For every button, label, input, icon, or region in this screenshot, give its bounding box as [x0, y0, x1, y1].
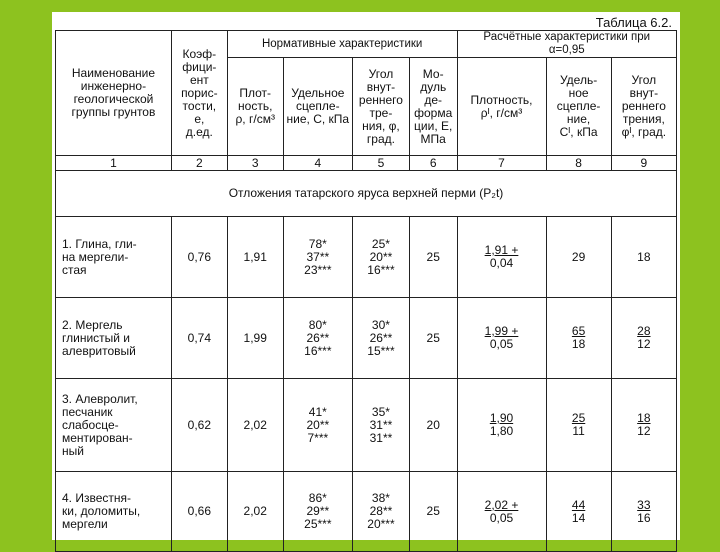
- cohesion-value: 78* 37** 23***: [283, 217, 352, 298]
- table-caption: Таблица 6.2.: [595, 15, 672, 30]
- modulus-value: 20: [409, 379, 457, 472]
- column-number: 7: [457, 156, 546, 171]
- calc-friction-angle-value: 18 12: [611, 379, 676, 472]
- soil-group-name: 2. Мергель глинистый и алевритовый: [56, 298, 172, 379]
- header-cohesion: Удельное сцепле- ние, С, кПа: [283, 58, 352, 156]
- calc-friction-angle-value: 28 12: [611, 298, 676, 379]
- header-calc-cohesion: Удель- ное сцепле- ние, Cᴵ, кПа: [546, 58, 611, 156]
- column-number: 6: [409, 156, 457, 171]
- header-calc-friction-angle: Угол внут- реннего трения, φᴵ, град.: [611, 58, 676, 156]
- header-porosity: Коэф- фици- ент порис- тости, е, д.ед.: [171, 31, 227, 156]
- table-row: [56, 298, 677, 379]
- porosity-value: 0,76: [171, 217, 227, 298]
- density-value: 1,91: [227, 217, 283, 298]
- porosity-value: 0,74: [171, 298, 227, 379]
- density-value: 2,02: [227, 472, 283, 552]
- column-number: 4: [283, 156, 352, 171]
- friction-angle-value: 25* 20** 16***: [352, 217, 409, 298]
- friction-angle-value: 35* 31** 31**: [352, 379, 409, 472]
- calc-cohesion-value: 29: [546, 217, 611, 298]
- header-name: Наименование инженерно- геологической группы грунтов: [56, 31, 172, 156]
- header-calculated: Расчётные характеристики при α=0,95: [457, 31, 677, 58]
- document-page: [52, 12, 680, 540]
- header-friction-angle: Угол внут- реннего тре- ния, φ, град.: [352, 58, 409, 156]
- calc-density-value: 1,91 + 0,04: [457, 217, 546, 298]
- calc-density-value: 1,90 1,80: [457, 379, 546, 472]
- calc-friction-angle-value: 33 16: [611, 472, 676, 552]
- column-number: 9: [611, 156, 676, 171]
- header-calc-density: Плотность, ρᴵ, г/см³: [457, 58, 546, 156]
- cohesion-value: 41* 20** 7***: [283, 379, 352, 472]
- calc-cohesion-value: 44 14: [546, 472, 611, 552]
- modulus-value: 25: [409, 472, 457, 552]
- modulus-value: 25: [409, 217, 457, 298]
- header-density: Плот- ность, ρ, г/см³: [227, 58, 283, 156]
- column-number: 5: [352, 156, 409, 171]
- modulus-value: 25: [409, 298, 457, 379]
- calc-density-value: 1,99 + 0,05: [457, 298, 546, 379]
- cohesion-value: 86* 29** 25***: [283, 472, 352, 552]
- porosity-value: 0,62: [171, 379, 227, 472]
- header-modulus: Мо- дуль де- форма ции, Е, МПа: [409, 58, 457, 156]
- calc-cohesion-value: 65 18: [546, 298, 611, 379]
- cohesion-value: 80* 26** 16***: [283, 298, 352, 379]
- porosity-value: 0,66: [171, 472, 227, 552]
- density-value: 2,02: [227, 379, 283, 472]
- calc-cohesion-value: 25 11: [546, 379, 611, 472]
- soil-properties-table: [55, 30, 677, 552]
- density-value: 1,99: [227, 298, 283, 379]
- column-number: 2: [171, 156, 227, 171]
- section-title: Отложения татарского яруса верхней перми (P₂t): [56, 171, 677, 217]
- soil-group-name: 1. Глина, гли- на мергели- стая: [56, 217, 172, 298]
- friction-angle-value: 30* 26** 15***: [352, 298, 409, 379]
- calc-density-value: 2,02 + 0,05: [457, 472, 546, 552]
- soil-group-name: 4. Известня- ки, доломиты, мергели: [56, 472, 172, 552]
- table-row: [56, 217, 677, 298]
- table-row: [56, 379, 677, 472]
- column-number: 1: [56, 156, 172, 171]
- header-normative: Нормативные характеристики: [227, 31, 457, 58]
- column-number-row: [56, 156, 677, 171]
- column-number: 8: [546, 156, 611, 171]
- friction-angle-value: 38* 28** 20***: [352, 472, 409, 552]
- column-number: 3: [227, 156, 283, 171]
- soil-group-name: 3. Алевролит, песчаник слабосце- ментирован- ный: [56, 379, 172, 472]
- calc-friction-angle-value: 18: [611, 217, 676, 298]
